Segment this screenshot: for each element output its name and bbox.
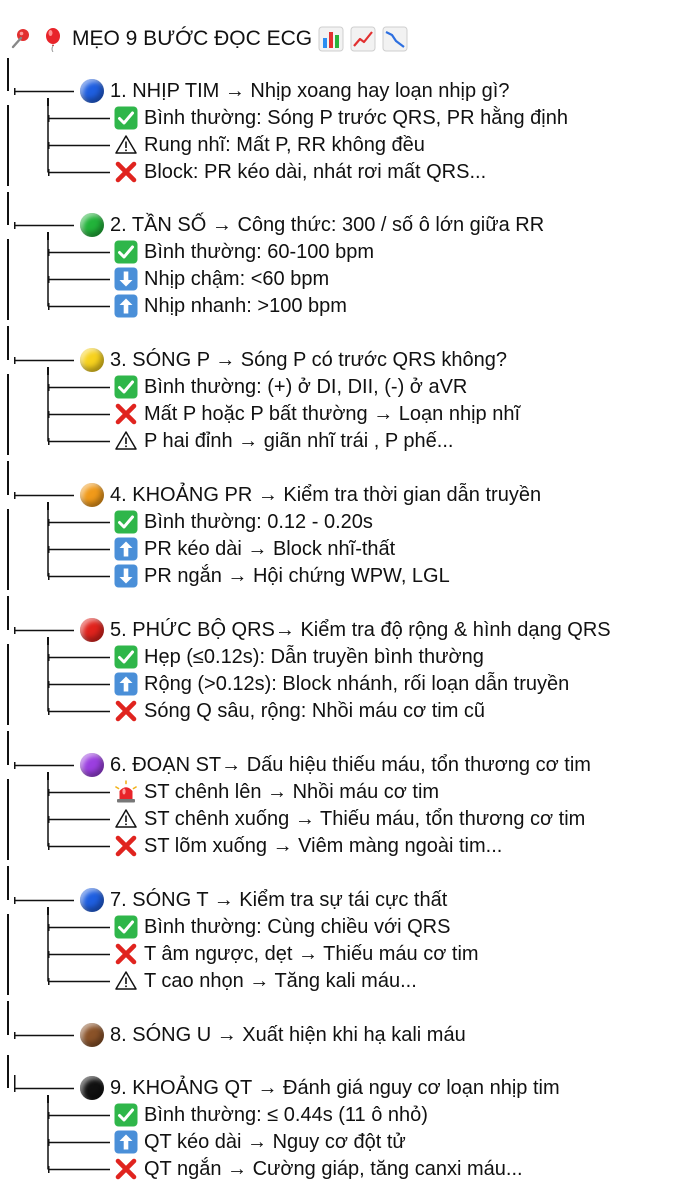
check-mark-icon: [114, 645, 138, 669]
section-item-text: T âm ngược, dẹt → Thiếu máu cơ tim: [144, 942, 479, 965]
section-item-text: Bình thường: Sóng P trước QRS, PR hằng định: [144, 106, 568, 129]
siren-icon: [114, 780, 138, 804]
branch-stem: [47, 502, 49, 510]
tree-trunk-segment: [7, 698, 9, 725]
section-item-row: [0, 159, 678, 186]
section-item-text: Bình thường: 60-100 bpm: [144, 240, 374, 263]
section-item-text: Rung nhĩ: Mất P, RR không đều: [144, 133, 425, 156]
section-item-row: [0, 914, 678, 941]
branch-stem: [47, 772, 49, 780]
colored-circle-icon: [80, 753, 104, 777]
section-item-text: PR kéo dài → Block nhĩ-thất: [144, 537, 396, 560]
check-mark-icon: [114, 915, 138, 939]
section-heading-row: [0, 1075, 678, 1102]
tree-trunk-segment: [7, 941, 9, 968]
pushpin-icon: [8, 26, 34, 52]
section-item-text: Bình thường: ≤ 0.44s (11 ô nhỏ): [144, 1103, 428, 1126]
bar-chart-icon: [318, 26, 344, 52]
tree-trunk-segment: [7, 428, 9, 455]
section-item-text: Bình thường: Cùng chiều với QRS: [144, 915, 451, 938]
tree-trunk-segment: [7, 401, 9, 428]
section-item-text: Rộng (>0.12s): Block nhánh, rối loạn dẫn truyền: [144, 672, 570, 695]
section-item-row: [0, 806, 678, 833]
section-item-row: [0, 374, 678, 401]
tree-trunk-segment: [7, 779, 9, 806]
section-heading: 1. NHỊP TIM → Nhịp xoang hay loạn nhịp gì?: [110, 79, 510, 102]
branch-stem: [47, 1095, 49, 1103]
colored-circle-icon: [80, 1023, 104, 1047]
section-item-row: [0, 698, 678, 725]
section-item-text: PR ngắn → Hội chứng WPW, LGL: [144, 564, 450, 587]
colored-circle-icon: [80, 483, 104, 507]
up-arrow-icon: [114, 672, 138, 696]
section-item-row: [0, 401, 678, 428]
balloon-icon: [40, 26, 66, 52]
branch-stem: [47, 98, 49, 106]
tree-trunk-segment: [7, 914, 9, 941]
section-item-text: Mất P hoặc P bất thường → Loạn nhịp nhĩ: [144, 402, 521, 425]
branch-stem: [47, 367, 49, 375]
section-item-text: QT ngắn → Cường giáp, tăng canxi máu...: [144, 1157, 523, 1180]
up-arrow-icon: [114, 1130, 138, 1154]
section-heading-row: [0, 78, 678, 105]
tree-trunk-segment: [7, 536, 9, 563]
section-item-text: QT kéo dài → Nguy cơ đột tử: [144, 1130, 406, 1153]
section-item-row: [0, 105, 678, 132]
section-item-row: [0, 1156, 678, 1183]
section-heading: 2. TẦN SỐ → Công thức: 300 / số ô lớn giữa RR: [110, 213, 545, 236]
section-item-text: ST chênh xuống → Thiếu máu, tổn thương cơ tim: [144, 807, 586, 830]
down-arrow-icon: [114, 267, 138, 291]
colored-circle-icon: [80, 1076, 104, 1100]
check-mark-icon: [114, 240, 138, 264]
tree-trunk-segment: [7, 806, 9, 833]
section-item-row: [0, 779, 678, 806]
section-item-row: [0, 536, 678, 563]
check-mark-icon: [114, 106, 138, 130]
section-heading-row: [0, 617, 678, 644]
tree-trunk-segment: [7, 132, 9, 159]
cross-mark-icon: [114, 1157, 138, 1181]
section-heading: 6. ĐOẠN ST→ Dấu hiệu thiếu máu, tổn thương cơ tim: [110, 753, 591, 776]
page-title: [8, 22, 408, 56]
check-mark-icon: [114, 375, 138, 399]
section-item-row: [0, 1102, 678, 1129]
section-item-row: [0, 941, 678, 968]
down-arrow-icon: [114, 564, 138, 588]
branch-stem: [47, 907, 49, 915]
up-arrow-icon: [114, 537, 138, 561]
tree-trunk-segment: [7, 968, 9, 995]
section-item-text: Bình thường: 0.12 - 0.20s: [144, 510, 373, 533]
warning-icon: [114, 429, 138, 453]
section-heading-row: [0, 887, 678, 914]
cross-mark-icon: [114, 402, 138, 426]
tree-trunk-segment: [7, 833, 9, 860]
tree-trunk-segment: [7, 266, 9, 293]
tree-trunk-segment: [7, 293, 9, 320]
warning-icon: [114, 969, 138, 993]
tree-trunk-segment: [7, 159, 9, 186]
warning-icon: [114, 807, 138, 831]
section-heading: 9. KHOẢNG QT → Đánh giá nguy cơ loạn nhịp tim: [110, 1076, 560, 1099]
colored-circle-icon: [80, 618, 104, 642]
tree-trunk-segment: [7, 239, 9, 266]
colored-circle-icon: [80, 888, 104, 912]
cross-mark-icon: [114, 942, 138, 966]
cross-mark-icon: [114, 834, 138, 858]
section-heading: 7. SÓNG T → Kiểm tra sự tái cực thất: [110, 888, 448, 911]
section-heading: 8. SÓNG U → Xuất hiện khi hạ kali máu: [110, 1023, 466, 1046]
colored-circle-icon: [80, 79, 104, 103]
section-heading-row: [0, 482, 678, 509]
section-item-text: ST lõm xuống → Viêm màng ngoài tim...: [144, 834, 503, 857]
branch-stem: [47, 637, 49, 645]
elbow-connector: [0, 1069, 20, 1089]
section-item-row: [0, 1129, 678, 1156]
section-heading: 3. SÓNG P → Sóng P có trước QRS không?: [110, 348, 508, 371]
section-item-text: Nhịp chậm: <60 bpm: [144, 267, 330, 290]
section-heading-row: [0, 347, 678, 374]
section-item-row: [0, 644, 678, 671]
section-item-row: [0, 968, 678, 995]
check-mark-icon: [114, 1103, 138, 1127]
section-item-text: T cao nhọn → Tăng kali máu...: [144, 969, 417, 992]
section-heading-row: [0, 1022, 678, 1049]
section-item-text: Nhịp nhanh: >100 bpm: [144, 294, 347, 317]
section-item-row: [0, 509, 678, 536]
section-heading: 5. PHỨC BỘ QRS→ Kiểm tra độ rộng & hình dạng QRS: [110, 618, 611, 641]
section-item-text: Block: PR kéo dài, nhát rơi mất QRS...: [144, 160, 487, 183]
tree-trunk-segment: [7, 374, 9, 401]
section-item-text: Sóng Q sâu, rộng: Nhồi máu cơ tim cũ: [144, 699, 486, 722]
title-text: MẸO 9 BƯỚC ĐỌC ECG: [72, 27, 313, 50]
tree-trunk-segment: [7, 671, 9, 698]
section-item-row: [0, 132, 678, 159]
section-item-text: Bình thường: (+) ở DI, DII, (-) ở aVR: [144, 375, 468, 398]
tree-trunk-segment: [7, 644, 9, 671]
colored-circle-icon: [80, 348, 104, 372]
warning-icon: [114, 133, 138, 157]
section-item-text: Hẹp (≤0.12s): Dẫn truyền bình thường: [144, 645, 484, 668]
chart-decreasing-icon: [382, 26, 408, 52]
section-item-row: [0, 239, 678, 266]
section-item-text: ST chênh lên → Nhồi máu cơ tim: [144, 780, 440, 803]
tree-trunk-segment: [7, 509, 9, 536]
section-item-row: [0, 266, 678, 293]
cross-mark-icon: [114, 699, 138, 723]
tree-trunk-segment: [7, 563, 9, 590]
section-item-row: [0, 428, 678, 455]
section-heading-row: [0, 212, 678, 239]
up-arrow-icon: [114, 294, 138, 318]
check-mark-icon: [114, 510, 138, 534]
section-item-text: P hai đỉnh → giãn nhĩ trái , P phế...: [144, 429, 454, 452]
chart-increasing-icon: [350, 26, 376, 52]
section-item-row: [0, 293, 678, 320]
section-heading: 4. KHOẢNG PR → Kiểm tra thời gian dẫn truyền: [110, 483, 542, 506]
section-heading-row: [0, 752, 678, 779]
section-item-row: [0, 671, 678, 698]
cross-mark-icon: [114, 160, 138, 184]
colored-circle-icon: [80, 213, 104, 237]
section-item-row: [0, 563, 678, 590]
section-item-row: [0, 833, 678, 860]
branch-stem: [47, 232, 49, 240]
tree-trunk-segment: [7, 105, 9, 132]
